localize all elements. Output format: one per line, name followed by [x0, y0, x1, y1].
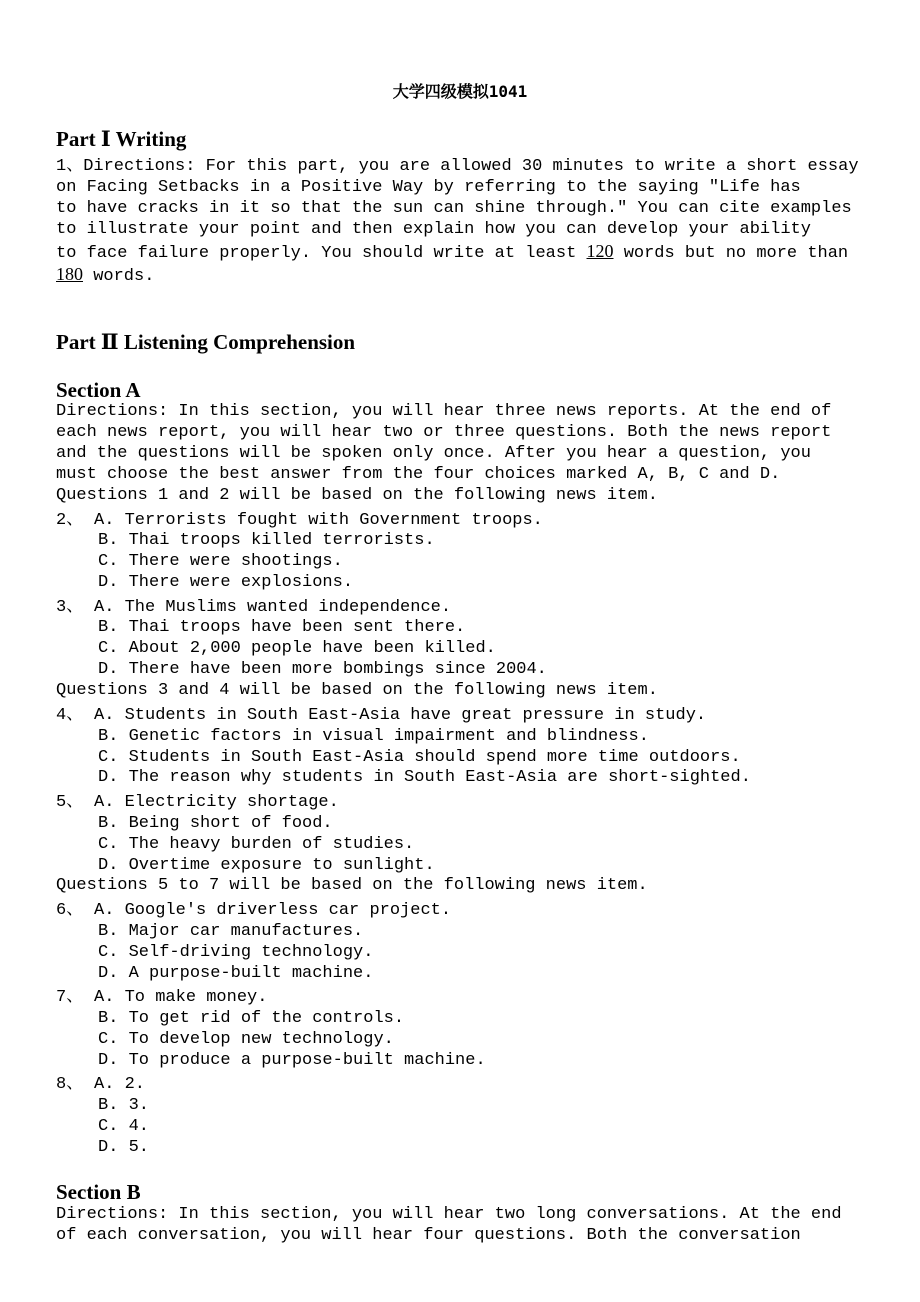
part-1-directions — [56, 156, 859, 177]
min-words: 120 — [586, 241, 614, 261]
option-b: B. Thai troops killed terrorists. — [98, 531, 435, 550]
question-number: 6、 — [56, 901, 84, 920]
option-c: C. There were shootings. — [98, 552, 343, 571]
option-d: D. There have been more bombings since 2004. — [98, 660, 547, 679]
part-1-heading: Part Ⅰ Writing — [56, 127, 187, 151]
directions-line: to have cracks in it so that the sun can shine through." You can cite examples — [56, 199, 852, 218]
option-b: B. Genetic factors in visual impairment and blindness. — [98, 727, 649, 746]
option-a: A. Students in South East-Asia have great pressure in study. — [94, 706, 707, 725]
directions-text: words. — [83, 267, 155, 286]
option-b: B. Thai troops have been sent there. — [98, 618, 466, 637]
option-c: C. 4. — [98, 1117, 150, 1136]
option-d: D. There were explosions. — [98, 573, 354, 592]
option-c: C. Students in South East-Asia should spend more time outdoors. — [98, 748, 741, 767]
section-b-heading: Section B — [56, 1180, 141, 1204]
option-b: B. To get rid of the controls. — [98, 1009, 405, 1028]
question-number: 5、 — [56, 793, 84, 812]
directions-line: and the questions will be spoken only once. After you hear a question, you — [56, 444, 811, 463]
directions-text: words but no more than — [613, 244, 849, 263]
option-b: B. Major car manufactures. — [98, 922, 364, 941]
option-a: A. Electricity shortage. — [94, 793, 339, 812]
option-a: A. The Muslims wanted independence. — [94, 598, 452, 617]
section-a-heading: Section A — [56, 378, 141, 402]
directions-line — [56, 241, 848, 264]
max-words: 180 — [56, 264, 83, 284]
option-d: D. A purpose-built machine. — [98, 964, 374, 983]
option-a: A. Google's driverless car project. — [94, 901, 452, 920]
directions-line: Questions 1 and 2 will be based on the following news item. — [56, 486, 658, 505]
question-number: 4、 — [56, 706, 84, 725]
option-c: C. To develop new technology. — [98, 1030, 394, 1049]
directions-line: Directions: In this section, you will hear three news reports. At the end of — [56, 402, 832, 421]
question-number: 3、 — [56, 598, 84, 617]
group-note: Questions 5 to 7 will be based on the following news item. — [56, 876, 648, 895]
group-note: Questions 3 and 4 will be based on the following news item. — [56, 681, 658, 700]
directions-line: to illustrate your point and then explain how you can develop your ability — [56, 220, 811, 239]
option-a: A. To make money. — [94, 988, 268, 1007]
option-c: C. Self-driving technology. — [98, 943, 374, 962]
directions-line: on Facing Setbacks in a Positive Way by referring to the saying "Life has — [56, 178, 801, 197]
option-d: D. 5. — [98, 1138, 150, 1157]
part-2-heading: Part Ⅱ Listening Comprehension — [56, 330, 356, 354]
question-number: 8、 — [56, 1075, 84, 1094]
directions-line: each news report, you will hear two or three questions. Both the news report — [56, 423, 832, 442]
option-a: A. Terrorists fought with Government troops. — [94, 511, 543, 530]
question-number: 1、 — [56, 157, 84, 176]
option-c: C. The heavy burden of studies. — [98, 835, 415, 854]
option-d: D. Overtime exposure to sunlight. — [98, 856, 435, 875]
directions-line: Directions: For this part, you are allowed 30 minutes to write a short essay — [83, 157, 859, 176]
option-a: A. 2. — [94, 1075, 146, 1094]
option-b: B. 3. — [98, 1096, 150, 1115]
directions-line: Directions: In this section, you will hear two long conversations. At the end — [56, 1205, 842, 1224]
directions-line: of each conversation, you will hear four questions. Both the conversation — [56, 1226, 801, 1245]
option-c: C. About 2,000 people have been killed. — [98, 639, 496, 658]
option-d: D. The reason why students in South East-Asia are short-sighted. — [98, 768, 751, 787]
document-title: 大学四级模拟1041 — [392, 82, 528, 101]
question-number: 2、 — [56, 511, 84, 530]
option-d: D. To produce a purpose-built machine. — [98, 1051, 486, 1070]
question-number: 7、 — [56, 988, 84, 1007]
directions-line: must choose the best answer from the four choices marked A, B, C and D. — [56, 465, 781, 484]
directions-line — [56, 264, 154, 287]
directions-text: to face failure properly. You should write at least — [56, 244, 587, 263]
option-b: B. Being short of food. — [98, 814, 333, 833]
